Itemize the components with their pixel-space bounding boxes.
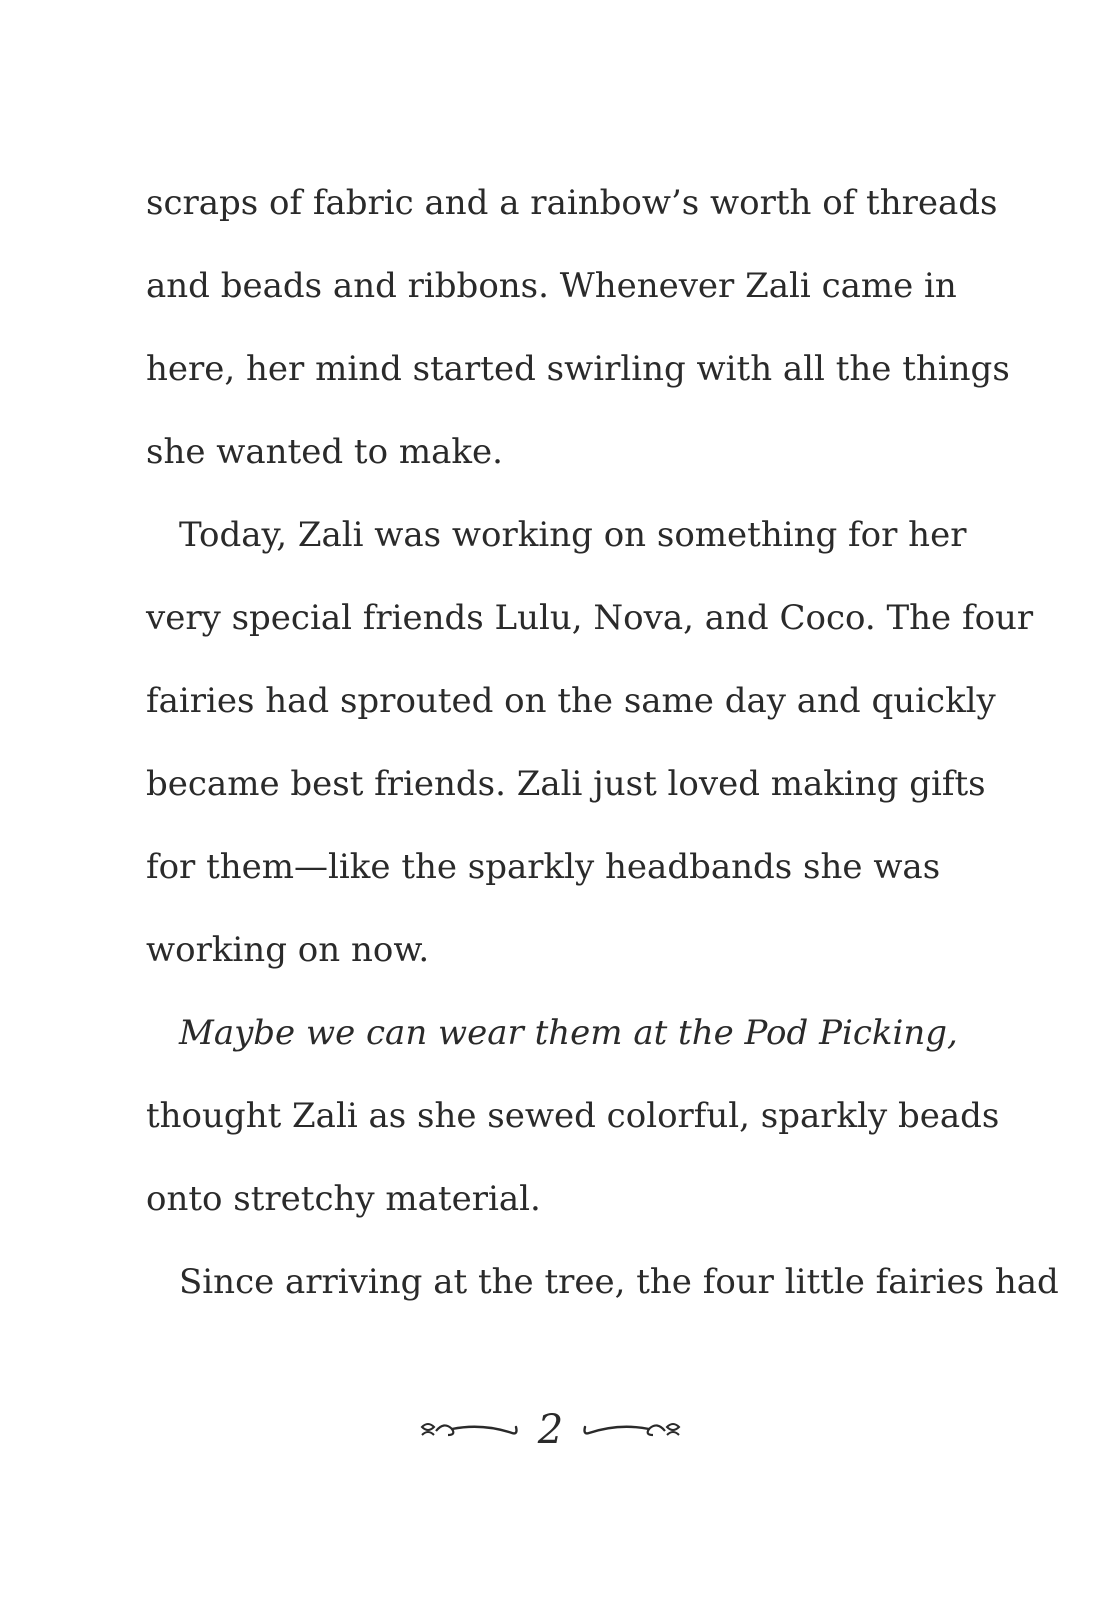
page-number: 2	[537, 1407, 564, 1453]
text-line-13: onto stretchy material.	[146, 1179, 541, 1219]
text-line-9: for them—like the sparkly headbands she was	[146, 847, 941, 887]
text-line-8: became best friends. Zali just loved making gifts	[146, 764, 986, 804]
text-line-11: Maybe we can wear them at the Pod Picking,	[179, 1013, 958, 1053]
text-line-14: Since arriving at the tree, the four little fairies had	[179, 1262, 1059, 1302]
text-line-1: scraps of fabric and a rainbow’s worth of threads	[146, 183, 998, 223]
text-line-4: she wanted to make.	[146, 432, 503, 472]
text-line-3: here, her mind started swirling with all the things	[146, 349, 1010, 389]
text-line-10: working on now.	[146, 930, 430, 970]
text-line-2: and beads and ribbons. Whenever Zali came in	[146, 266, 957, 306]
flourish-left-icon	[414, 1415, 524, 1445]
text-line-7: fairies had sprouted on the same day and quickly	[146, 681, 996, 721]
text-line-5: Today, Zali was working on something for her	[179, 515, 967, 555]
flourish-right-icon	[577, 1415, 687, 1445]
text-line-12: thought Zali as she sewed colorful, sparkly beads	[146, 1096, 1000, 1136]
text-line-6: very special friends Lulu, Nova, and Coco. The four	[146, 598, 1034, 638]
page-footer	[0, 1400, 1101, 1460]
